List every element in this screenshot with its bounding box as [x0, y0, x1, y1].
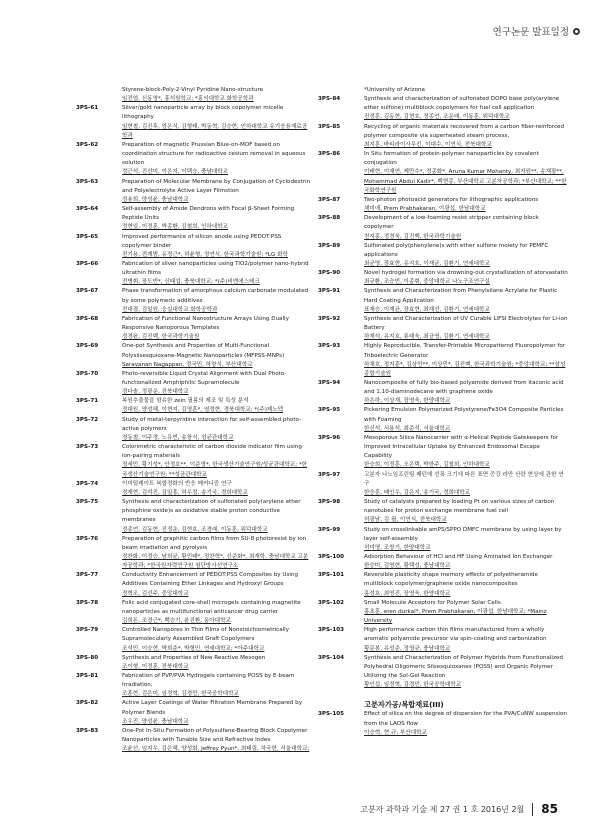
entry-title: Synthesis and Properties of New Reactive Mesogen	[122, 654, 266, 661]
entry-code: 3PS-90	[318, 270, 341, 277]
abstract-entry	[76, 104, 312, 141]
entry-authors: 정세민, 황기성*, 안정호**, 이준영*, 한국생산기술연구원/성균관대학교; *한국생산기술연구원; **성균관대학교	[122, 462, 308, 478]
entry-code: 3PS-62	[76, 141, 99, 148]
entry-body	[364, 315, 568, 342]
entry-body	[122, 416, 312, 443]
entry-title: Reversible plasticity shape memory effects of polyetheramide multiblock copolymer/graphene oxide nanocomposites	[364, 572, 538, 588]
abstract-entry	[76, 416, 312, 443]
entry-authors: 임현철, 김진후, 엄은식, 김형태, 박동혁, 김승현, 인하대학교 유기응용재료공학과	[122, 123, 308, 139]
abstract-entry	[318, 86, 568, 95]
entry-title: Adsorption Behaviour of HCl and HF Using Aminated Ion Exchanger	[364, 553, 553, 560]
entry-authors: 최균영, 장효현, 유지호, 이재균, 김환기, 연세대학교	[364, 260, 490, 267]
entry-code: 3PS-68	[76, 315, 99, 322]
entry-code: 3PS-88	[318, 215, 341, 222]
entry-authors: 허미영, 조창기, 한양대학교	[364, 544, 431, 551]
bullet-circle-icon	[573, 28, 580, 35]
entry-title: One-Pot In-Situ Formation of Polysulfane-Bearing Block Copolymer Nanoparticles with Tunable Size and Refractive Index	[122, 727, 308, 744]
entry-body	[364, 571, 568, 598]
entry-body	[122, 498, 312, 535]
entry-code: 3PS-76	[76, 535, 99, 542]
entry-code: 3PS-82	[76, 700, 99, 707]
abstract-entry	[318, 242, 568, 269]
entry-authors: 채미애, Prem Prabhakaran, 이광섭, 한남대학교	[364, 206, 486, 213]
entry-code: 3PS-83	[76, 727, 99, 734]
entry-body	[364, 710, 568, 737]
abstract-entry	[76, 141, 312, 178]
entry-body	[122, 699, 312, 726]
entry-title: Development of a low-foaming resist stripper containing block copolymer	[364, 215, 539, 231]
entry-body	[122, 233, 312, 260]
entry-authors: 하채호, 정지훈*, 김상민**, 이상민*, 김진백, 한국과학기술원; *중앙대학교; **삼성종합기술원	[364, 361, 566, 377]
entry-body	[364, 553, 568, 571]
entry-title: Preparation of graphitic carbon films from SU-8 photoresist by ion beam irradiation and pyrolysis	[122, 535, 307, 551]
entry-authors: 천지홍, 정경욱, 김진백, 한국과학기술원	[364, 233, 462, 240]
entry-body	[364, 342, 568, 379]
entry-title: Self-assembly of Amide Dendrons with Focal β-Sheet Forming Peptide Units	[122, 206, 295, 222]
entry-code: 3PS-64	[76, 206, 99, 213]
entry-body	[364, 196, 568, 214]
abstract-entry	[76, 178, 312, 205]
entry-authors: 정다솔, 정광운, 전북대학교	[122, 389, 189, 396]
abstract-entry	[76, 498, 312, 535]
entry-code: 3PS-81	[76, 673, 99, 679]
section-heading: 고분자가공/복합재료(III)	[364, 700, 444, 710]
entry-body	[122, 342, 312, 369]
entry-authors: 김희돈, 조경근*, 백승기, 윤진환, 동아대학교	[122, 618, 231, 625]
entry-code: 3PS-65	[76, 233, 99, 240]
entry-authors: 정용희, 양성윤, 충남대학교	[122, 196, 189, 203]
entry-code: 3PS-73	[76, 444, 99, 451]
entry-code: 3PS-67	[76, 288, 99, 295]
entry-code: 3PS-78	[76, 599, 99, 606]
entry-title: Novel hydrogel formation via drowning-out crystallization of atorvastatin	[364, 270, 568, 277]
entry-body	[364, 379, 568, 406]
entry-title: Sulfonated poly(phenylene)s with ether sulfone moiety for PEMFC applications	[364, 242, 549, 258]
entry-authors: 정경윤, 김진백, 한국과학기술원	[122, 334, 200, 341]
abstract-entry	[76, 287, 312, 314]
entry-title: Pickering Emulsion Polymerized Polystyrene/Fe3O4 Composite Particles with Foaming	[364, 407, 564, 423]
entry-body	[364, 654, 568, 691]
abstract-entry	[318, 123, 568, 150]
entry-code: 3PS-85	[318, 123, 341, 130]
entry-authors: 하은하, 이상재, 장영욱, 한양대학교	[364, 398, 451, 405]
abstract-entry	[76, 315, 312, 342]
abstract-entry	[76, 397, 312, 415]
entry-title: Synthesis and Characterization of Polymer Hybrids from Functionalized Polyhedral Oligomeric Silsesquioxanes (POSS) and Organic Polymer Utilizing the Sol-Gel Reaction	[364, 654, 563, 679]
entry-title: Conductivity Enhancement of PEDOT:PSS Composites by Using Additives Containing Ether Linkages and Hydroxyl Groups	[122, 572, 299, 588]
entry-body	[122, 626, 312, 653]
entry-body	[122, 571, 312, 598]
abstract-entry	[318, 214, 568, 241]
footer-separator	[532, 803, 533, 816]
entry-title: Phase transformation of amorphous calcium carbonate modulated by some polymeric additives	[122, 288, 309, 304]
entry-title: Study of catalysts prepared by loading Pt on various sizes of carbon nanotubes for proton exchange membrane fuel cell	[364, 499, 555, 515]
entry-code: 3PS-63	[76, 178, 99, 185]
entry-authors: 조이형, 이정훈, 전북대학교	[122, 663, 189, 670]
entry-authors: 최규환, 조승빈, 이종휘, 중앙대학교 나노구조연구실	[364, 279, 490, 286]
entry-title: Highly Reproducible, Transfer-Printable Micropatternd Fluoropolymer for Triboelectric Generator	[364, 343, 566, 359]
entry-body	[364, 406, 568, 433]
entry-body	[122, 727, 312, 754]
entry-body	[122, 672, 312, 699]
entry-code	[76, 86, 122, 104]
entry-body	[364, 498, 568, 525]
entry-title: Synthesis and characterization of sulfonated DOPO base poly(arylene ether sulfone) multiblock copolymers for fuel cell application	[364, 96, 560, 112]
entry-code: 3PS-61	[76, 105, 99, 112]
entry-body	[122, 287, 312, 314]
entry-authors: 정종언, 김동현, 진정운, 김현호, 조경래, 이동훈, 위덕대학교	[122, 526, 268, 533]
entry-authors: 조윤선, 임지우, 김은혜, 양성회, Jeffrey Pyun*, 최태림, 차국헌, 서울대학교;	[122, 746, 310, 753]
entry-body	[364, 150, 568, 196]
page-number: 85	[541, 802, 558, 816]
abstract-entry	[76, 727, 312, 754]
abstract-entry	[76, 654, 312, 672]
journal-info: 고분자 과학과 기술 제 27 권 1 호 2016년 2월	[360, 804, 525, 814]
entry-title: Fabrication of silver nanoparticles using TiO2/polymer nano-hybrid ultrathin films	[122, 260, 309, 277]
abstract-entry	[318, 626, 568, 653]
abstract-entry	[318, 406, 568, 433]
entry-body	[364, 526, 568, 553]
entry-body	[364, 95, 568, 122]
abstract-entry	[318, 379, 568, 406]
entry-code: 3PS-66	[76, 260, 99, 267]
entry-authors: 조우진, 양성윤, 충남대학교	[122, 718, 189, 725]
abstract-entry	[318, 571, 568, 598]
entry-body	[122, 205, 312, 232]
entry-title: Mesoporous Silica Nanocarrier with α-Helical Peptide Gatekeepers for Improved Intracellular Uptake by Enhanced Endosomal Escape Capability	[364, 434, 559, 460]
abstract-entry	[318, 553, 568, 571]
abstract-entry	[76, 672, 312, 699]
abstract-entry	[318, 498, 568, 525]
abstract-entry	[318, 654, 568, 691]
entry-code: 3PS-87	[318, 196, 341, 203]
entry-authors: 조훈현, 김은미, 임정혁, 김경민, 한국공학대학교	[122, 691, 239, 698]
entry-authors: 홍초훈, eren durkal*, Prem Prabhakaran, 이광섭, 한남대학교; *Mainz University	[364, 608, 547, 625]
right-column	[318, 86, 568, 738]
entry-body	[364, 626, 568, 653]
entry-title: Study of metal-terpyridine interaction for self-assembled photo-active polymers	[122, 416, 302, 432]
abstract-entry	[318, 342, 568, 379]
entry-body	[122, 370, 312, 397]
entry-title: 고분자 나노임프린팅 패턴에 선폭 크기에 따른 표면 증강 라만 산란 현상에 관한 연구	[364, 471, 564, 487]
entry-code: 3PS-100	[318, 553, 345, 560]
entry-title: Preparation of Molecular Membrane by Conjugation of Cyclodextrin and Polyelectrolyte Active Layer Filmstion	[122, 178, 311, 194]
abstract-entry	[76, 699, 312, 726]
entry-title: 복원추출물을 함유한 zein 필름의 제조 및 특성 분석	[122, 398, 249, 405]
entry-title: Silver/gold nanoparticle array by block copolymer micelle lithography	[122, 105, 284, 121]
entry-code: 3PS-94	[318, 380, 341, 386]
abstract-entry	[76, 535, 312, 572]
entry-title: Colorimetric characteristic of carbon dioxide indicator film using ion-pairing materials	[122, 444, 302, 460]
entry-authors: 정동철, 이주경, 노유빈, 송창식, 성균관대학교	[122, 434, 234, 441]
entry-title: *University of Arizona	[364, 87, 425, 93]
entry-authors: 황문봉, 유성준, 정영규, 충남대학교	[364, 645, 451, 652]
abstract-entry	[76, 599, 312, 626]
abstract-entry	[76, 260, 312, 287]
abstract-entry	[76, 571, 312, 598]
entry-title: Folic acid conjugated core-shell microgels containing magnetite nanoparticles as multifunctional anticancer drug carrier	[122, 599, 301, 615]
entry-code: 3PS-105	[318, 711, 345, 718]
entry-body	[364, 242, 568, 269]
abstract-entry	[76, 342, 312, 369]
abstract-entry	[318, 434, 568, 471]
entry-authors: 정대원, 양성혜, 이현지, 김영훈*, 염정현, 경북대학교; *(주)제노텍	[122, 407, 284, 414]
entry-body	[122, 315, 312, 342]
entry-authors: 전기용, 전재범, 유정근*, 허윤형, 정연식, 한국과학기술원; *LG 화학	[122, 251, 288, 258]
entry-authors: 황인섭, 임정혁, 김경민, 한국공학대학교	[364, 682, 462, 689]
abstract-entry	[318, 599, 568, 626]
entry-title: High performance carbon thin films manufactured from a wholly aromatic polyamide precursor via spin-coating and carbonization	[364, 627, 547, 643]
entry-body	[122, 397, 312, 415]
entry-title: Two-photon photoacid generators for lithographic applications	[364, 196, 539, 203]
entry-authors: 표재승, 이재균, 장효현, 최재선, 김환기, 연세대학교	[364, 306, 490, 313]
abstract-entry	[318, 315, 568, 342]
entry-authors: 이승혁, 현 규, 부산대학교	[364, 729, 427, 736]
entry-code: 3PS-70	[76, 370, 99, 377]
entry-authors: 한신석, 서용석, 최준석, 서울대학교	[364, 425, 451, 432]
entry-code: 3PS-69	[76, 343, 99, 350]
entry-body	[122, 535, 312, 572]
left-column	[76, 86, 312, 754]
entry-code: 3PS-71	[76, 398, 99, 405]
abstract-entry	[76, 370, 312, 397]
entry-body	[122, 178, 312, 205]
page-footer	[360, 802, 558, 816]
abstract-entry	[76, 480, 312, 498]
entry-code: 3PS-95	[318, 407, 341, 414]
entry-code: 3PS-104	[318, 654, 345, 661]
entry-title: In Situ formation of protein-polymer nanoparticles by covalent conjugation	[364, 151, 539, 167]
entry-code: 3PS-97	[318, 471, 341, 478]
entry-body	[122, 86, 312, 104]
entry-body	[122, 141, 312, 178]
entry-code: 3PS-92	[318, 315, 341, 322]
entry-code: 3PS-80	[76, 654, 99, 661]
entry-code: 3PS-74	[76, 480, 99, 487]
entry-authors: 한승미, 김영현, 황택성, 충남대학교	[364, 563, 451, 570]
entry-body	[364, 214, 568, 241]
entry-authors: 조석민, 이승현, 박희준*, 박형민, 연세대학교; *아주대학교	[122, 645, 265, 652]
entry-title: Improved performance of silicon anode using PEDOT:PSS copolymer binder	[122, 233, 282, 249]
abstract-entry	[76, 443, 312, 480]
entry-body	[364, 269, 568, 287]
entry-body	[364, 86, 568, 95]
entry-code	[318, 86, 364, 95]
entry-code: 3PS-101	[318, 572, 345, 579]
entry-body	[364, 471, 568, 498]
entry-authors: 임진엽, 신동영*, 홍석원학교; *홍익대학교 화학공학과	[122, 96, 254, 103]
page-header	[493, 24, 580, 38]
abstract-entry	[318, 95, 568, 122]
entry-authors: 이태현, 이재연, 제만수*, 정종화*, Aruna Kumar Mohanty, 최지원**, 송재광**, Mohammad Abdul Kadir*, 백현종, 부산대학교 고분자공학과; *부산대학교; **한국화학연구원	[364, 169, 567, 194]
entry-body	[364, 434, 568, 471]
entry-code: 3PS-77	[76, 572, 99, 579]
entry-code: 3PS-89	[318, 242, 341, 249]
entry-body	[364, 123, 568, 150]
abstract-entry	[318, 196, 568, 214]
entry-code: 3PS-75	[76, 499, 99, 506]
entry-title: Controlled Nanopores in Thin Films of Nonstoichiometrically Supramolecularly Assembled Graft Copolymers	[122, 627, 290, 643]
entry-title: Photo-reversible Liquid Crystal Alignment with Dual Photo-functionalized Amphiphilic Supramolecule	[122, 370, 287, 386]
entry-title: Fabrication of PVP/PVA Hydrogels containing POSS by E-beam Irradiation,	[122, 673, 295, 689]
abstract-entry	[76, 86, 312, 104]
entry-title: Synthesis and Characterization from Phenylsilane Acrylate for Plastic Hard Coating Application	[364, 288, 558, 304]
entry-body	[122, 480, 312, 498]
abstract-entry	[318, 526, 568, 553]
abstract-entry	[76, 626, 312, 653]
entry-title: Active Layer Coatings of Water Filtration Membrane Prepared by Polymer Blends	[122, 700, 303, 716]
entry-authors: 하재석, 유지호, 류태욱, 최균영, 김환기, 연세대학교	[364, 334, 490, 341]
entry-body	[122, 260, 312, 287]
abstract-entry	[318, 710, 568, 737]
entry-authors: 정근석, 진선미, 이은지, 이택승, 충남대학교	[122, 169, 229, 176]
entry-title: Small Molecule Acceptors for Polymer Solar Cells	[364, 599, 501, 606]
entry-code: 3PS-91	[318, 288, 341, 295]
entry-code: 3PS-79	[76, 627, 99, 634]
abstract-entry	[76, 233, 312, 260]
entry-title: Synthesis and characterization of sulfonated poly(arylene ether phosphine oxide)s as oxidative stable proton conductive membranes	[122, 499, 301, 524]
entry-body	[122, 443, 312, 480]
entry-authors: 한승희, 이정훈, 오은택, 박한주, 김철희, 인하대학교	[364, 462, 490, 469]
entry-authors: Saravanan Nagappan, 정국민, 하창식, 부산대학교	[122, 361, 253, 368]
entry-authors: 최지훈, 바티라이사무킨, 이대수, 이연식, 전북대학교	[364, 141, 492, 148]
entry-authors: 허광남, 김 필, 이연식, 전북대학교	[364, 517, 447, 524]
abstract-entry	[318, 471, 568, 498]
abstract-entry	[76, 205, 312, 232]
entry-body	[122, 654, 312, 672]
abstract-entry	[318, 287, 568, 314]
entry-authors: 한승훈, 배인우, 김은지, 송기국, 경희대학교	[364, 489, 471, 496]
entry-body	[364, 599, 568, 626]
entry-body	[122, 599, 312, 626]
entry-code: 3PS-102	[318, 599, 345, 606]
entry-authors: 전병휘, 장도빈*, 신태섭, 충북대학교; *(주)비엔에스테크	[122, 279, 260, 286]
entry-title: Recycling of organic materials recovered from a carbon fiber-reinforced polymer composite via superheated steam process,	[364, 123, 565, 139]
entry-authors: 정재현, 김석진, 김일흥, 허우정, 송기국, 경희대학교	[122, 489, 248, 496]
entry-body	[122, 104, 312, 141]
entry-code: 3PS-96	[318, 434, 341, 441]
entry-title: Preparation of magnetic Prussian Blue-on-MOF based on coordination structure for radioactive cesium removal in aqueous solution	[122, 141, 306, 167]
entry-code: 3PS-103	[318, 627, 345, 634]
entry-code: 3PS-98	[318, 499, 341, 506]
entry-authors: 전대겸, 김일원, 숭실대학교 화학공학과	[122, 306, 218, 313]
entry-title: Fabrication of Functional Nanostructure Arrays Using Dually Responsive Nanoporous Templates	[122, 315, 289, 332]
entry-title: Effect of silica on the degree of dispersion for the PVA/CuNW suspension from the LAOS flow	[364, 711, 567, 727]
entry-authors: 정현일, 이정훈, 박종환, 김철희, 인하대학교	[122, 224, 229, 231]
header-title: 연구논문 발표일정	[492, 27, 569, 38]
entry-code: 3PS-93	[318, 343, 341, 350]
entry-title: Styrene-block-Poly-2-Vinyl Pyridine Nano-structure	[122, 87, 264, 93]
entry-title: Synthesis and Characterization of UV Curable LiFSI Electrolytes for Li-ion Battery	[364, 315, 568, 332]
entry-code: 3PS-86	[318, 151, 341, 158]
entry-authors: 진정훈, 김동현, 김현호, 정종언, 조문래, 이동훈, 위덕대학교	[364, 114, 510, 121]
entry-code: 3PS-99	[318, 526, 341, 533]
entry-title: 이미털레이트 복합경화의 반응 메커니즘 연구	[122, 480, 232, 487]
entry-authors: 정찬화, 이정승, 남희균, 황민태*, 정찬혁*, 신준화*, 최재학, 충남대학교 고분자공학과; *한국원자력연구원 첨단방사선연구소	[122, 553, 309, 570]
entry-authors: 정혁조, 김선주, 중앙대학교	[122, 590, 189, 597]
entry-code: 3PS-84	[318, 96, 341, 103]
entry-authors: 홍성호, 최영진, 장영욱, 한양대학교	[364, 590, 451, 597]
abstract-entry	[318, 269, 568, 287]
entry-title: Nanocomposite of fully bio-based polyamide derived from itaconic acid and 1,10-diaminodecane with graphene oxide	[364, 380, 564, 396]
entry-body	[364, 287, 568, 314]
abstract-entry	[318, 150, 568, 196]
entry-title: One-pot Synthesis and Properties of Multi-Functional Polysilsesquioxane-Magnetic Nanoparticles (MFPSS-MNPs)	[122, 343, 285, 359]
entry-title: Study on crosslinkable amPS/SPPO DMFC membrane by using layer by layer self-assembly	[364, 526, 562, 542]
entry-code: 3PS-72	[76, 416, 99, 423]
